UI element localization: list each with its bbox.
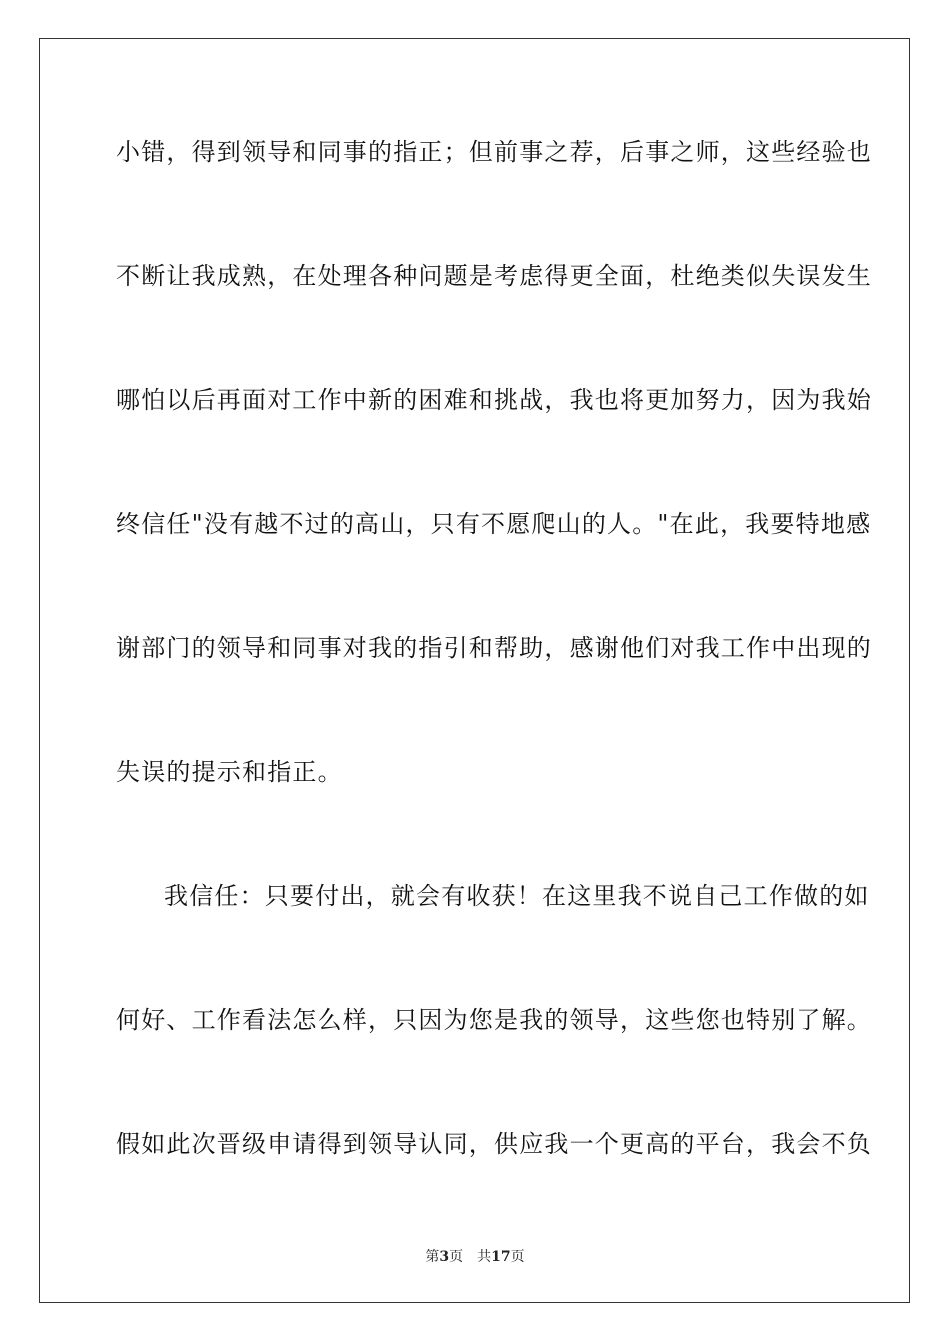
paragraph-line-2: 不断让我成熟，在处理各种问题是考虑得更全面，杜绝类似失误发生 (116, 262, 872, 290)
page-prefix: 第 (425, 1249, 440, 1265)
total-suffix: 页 (510, 1249, 525, 1265)
paragraph-line-1: 小错，得到领导和同事的指正；但前事之荐，后事之师，这些经验也 (116, 138, 872, 166)
page-footer (0, 1248, 950, 1266)
paragraph-line-6: 失误的提示和指正。 (116, 758, 343, 786)
paragraph-line-8: 何好、工作看法怎么样，只因为您是我的领导，这些您也特别了解。 (116, 1006, 872, 1034)
paragraph-line-7: 我信任：只要付出，就会有收获！在这里我不说自己工作做的如 (164, 882, 870, 910)
total-pages: 17 (491, 1249, 511, 1265)
page-border (39, 38, 910, 1303)
page-number: 3 (439, 1249, 450, 1265)
page-suffix: 页 (449, 1249, 464, 1265)
paragraph-line-3: 哪怕以后再面对工作中新的困难和挑战，我也将更加努力，因为我始 (116, 386, 872, 414)
paragraph-line-5: 谢部门的领导和同事对我的指引和帮助，感谢他们对我工作中出现的 (116, 634, 872, 662)
paragraph-line-4: 终信任"没有越不过的高山，只有不愿爬山的人。"在此，我要特地感 (116, 510, 872, 538)
paragraph-line-9: 假如此次晋级申请得到领导认同，供应我一个更高的平台，我会不负 (116, 1130, 872, 1158)
total-prefix: 共 (477, 1249, 492, 1265)
